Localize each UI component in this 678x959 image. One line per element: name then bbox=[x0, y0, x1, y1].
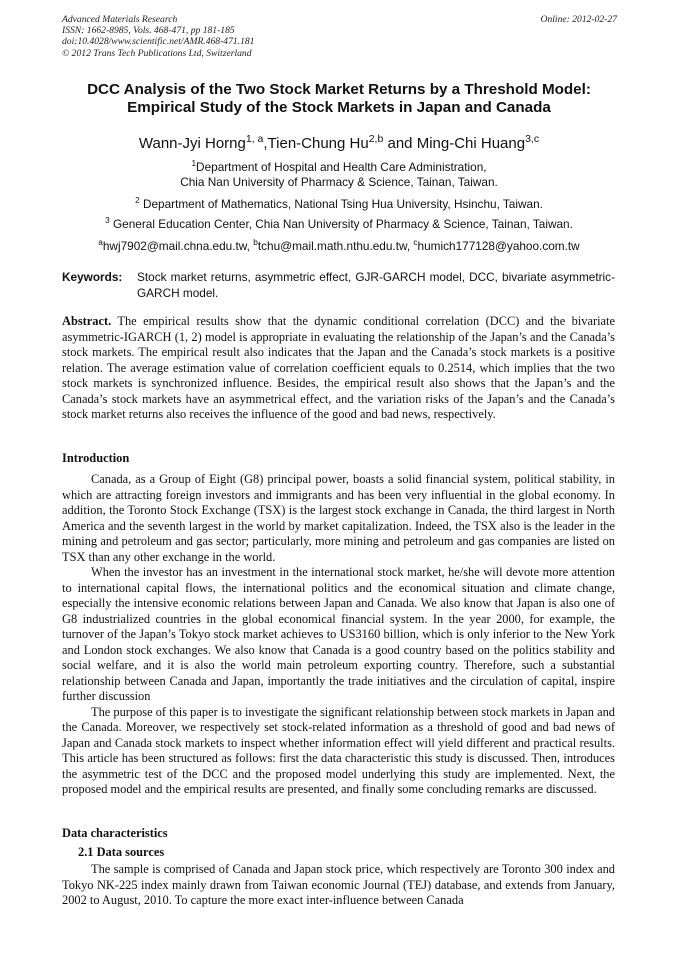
introduction-body bbox=[62, 472, 615, 798]
online-date: Online: 2012-02-27 bbox=[540, 14, 617, 25]
affiliation-3 bbox=[0, 213, 678, 232]
email-list bbox=[0, 235, 678, 254]
abstract-block bbox=[62, 314, 615, 423]
copyright-line: © 2012 Trans Tech Publications Ltd, Switzerland bbox=[62, 47, 252, 59]
affiliation-3-num: 3 bbox=[105, 216, 110, 225]
affiliation-3-text: General Education Center, Chia Nan University of Pharmacy & Science, Tainan, Taiwan. bbox=[109, 216, 573, 231]
abstract-text: The empirical results show that the dynamic conditional correlation (DCC) and the bivariate asymmetric-IGARCH (1, 2) model is appropriate in evaluating the relationship of the Japan’s and the Canada’s stock markets. The empirical result also indicates that the Japan and the Canada’s stock markets is a positive relation. The average estimation value of correlation coefficient equals to 0.2514, which implies that the two stock markets is synchronized influence. Besides, the empirical result also shows that the Japan’s and the Canada’s stock markets have an asymmetrical effect, and the variation risks of the Japan’s and the Canada’s stock market returns also receives the influence of the good and bad news, respectively. bbox=[62, 314, 615, 421]
title-line-1: DCC Analysis of the Two Stock Market Returns by a Threshold Model: bbox=[87, 81, 591, 98]
affiliation-1 bbox=[0, 156, 678, 191]
author-1: Wann-Jyi Horng bbox=[138, 135, 246, 152]
data-sources-paragraph: The sample is comprised of Canada and Japan stock price, which respectively are Toronto 300 index and Tokyo NK-225 index mainly drawn from Taiwan economic Journal (TEJ) database, and extends from January, 2002 to August, 2010. To capture the more exact inter-influence between Canada bbox=[62, 862, 615, 907]
author-3: Ming-Chi Huang bbox=[416, 135, 526, 152]
intro-paragraph-3: The purpose of this paper is to investigate the significant relationship between stock markets in Japan and the Canada. Moreover, we respectively set stock-related information as a threshold of good and bad news of Japan and Canada stock markets to inspect whether information effect will yield different and practical results. This article has been structured as follows: first the data characteristic this study is discussed. Then, introduces the asymmetric test of the DCC and the proposed model underlying this study are implemented. Next, the proposed model and the empirical results are presented, and finally some concluding remarks are discussed. bbox=[62, 704, 615, 796]
keywords-block bbox=[62, 270, 615, 301]
journal-header bbox=[62, 14, 617, 59]
email-1: hwj7902@mail.chna.edu.tw, bbox=[102, 238, 254, 253]
author-sep: , bbox=[263, 135, 268, 152]
affiliation-1-line-2: Chia Nan University of Pharmacy & Science, Tainan, Taiwan. bbox=[180, 175, 498, 190]
affiliation-2-text: Department of Mathematics, National Tsing Hua University, Hsinchu, Taiwan. bbox=[139, 196, 543, 211]
data-sources-heading: 2.1 Data sources bbox=[78, 845, 165, 859]
email-c-marker: c bbox=[413, 238, 418, 247]
paper-title bbox=[40, 81, 638, 117]
introduction-heading: Introduction bbox=[62, 451, 130, 465]
email-a-marker: a bbox=[98, 238, 103, 247]
data-characteristics-heading: Data characteristics bbox=[62, 826, 168, 840]
doi-line: doi:10.4028/www.scientific.net/AMR.468-471.181 bbox=[62, 36, 255, 48]
author-2: Tien-Chung Hu bbox=[267, 135, 369, 152]
intro-paragraph-2: When the investor has an investment in the international stock market, he/she will devote more attention to international capital flows, the international politics and the economical situation and climate change, especially the intensive economic relations between Japan and Canada. We also know that Japan is also one of G8 industrialized countries in the global economical financial system. In the year 2000, for example, the turnover of the Japan’s Tokyo stock market achieves to US3160 billion, which is only inferior to the New York and London stock exchanges. We also know that Canada is a good country based on the politics stability and social welfare, and it is also the world main petroleum exporting country. Therefore, such a substantial relationship between Canada and Japan, importantly the trade initiatives and the circulation of capital, inspire further discussion bbox=[62, 565, 615, 703]
intro-paragraph-1: Canada, as a Group of Eight (G8) principal power, boasts a solid financial system, political stability, in which are attracting foreign investors and immigrants and has been very influential in the global economy. In addition, the Toronto Stock Exchange (TSX) is the largest stock exchange in Canada, the third largest in North America and the seventh largest in the world by market capitalization. Indeed, the TSX also is the leader in the mining and petroleum and gas sector; particularly, more mining and petroleum and gas companies are listed on TSX than any other exchange in the world. bbox=[62, 472, 615, 564]
data-sources-body bbox=[62, 862, 615, 909]
affiliation-1-num: 1 bbox=[191, 159, 197, 168]
affiliation-2 bbox=[0, 193, 678, 212]
author-3-sup: 3,c bbox=[525, 133, 540, 145]
author-1-sup: 1, a bbox=[245, 133, 264, 145]
affiliation-1-line-1: Department of Hospital and Health Care Administration, bbox=[196, 159, 487, 174]
issn-line: ISSN: 1662-8985, Vols. 468-471, pp 181-185 bbox=[62, 25, 235, 37]
keywords-text: Stock market returns, asymmetric effect, GJR-GARCH model, DCC, bivariate asymmetric-GARCH model. bbox=[137, 270, 615, 300]
affiliation-2-num: 2 bbox=[135, 196, 140, 205]
author-list bbox=[0, 130, 678, 153]
email-2: tchu@mail.math.nthu.edu.tw, bbox=[257, 238, 414, 253]
title-line-2: Empirical Study of the Stock Markets in Japan and Canada bbox=[127, 99, 551, 116]
abstract-label: Abstract. bbox=[62, 314, 112, 328]
keywords-label: Keywords: bbox=[62, 270, 123, 284]
journal-name: Advanced Materials Research bbox=[62, 14, 178, 25]
email-b-marker: b bbox=[253, 238, 258, 247]
author-and: and bbox=[383, 135, 417, 152]
author-2-sup: 2,b bbox=[368, 133, 384, 145]
email-3: humich177128@yahoo.com.tw bbox=[417, 238, 580, 253]
